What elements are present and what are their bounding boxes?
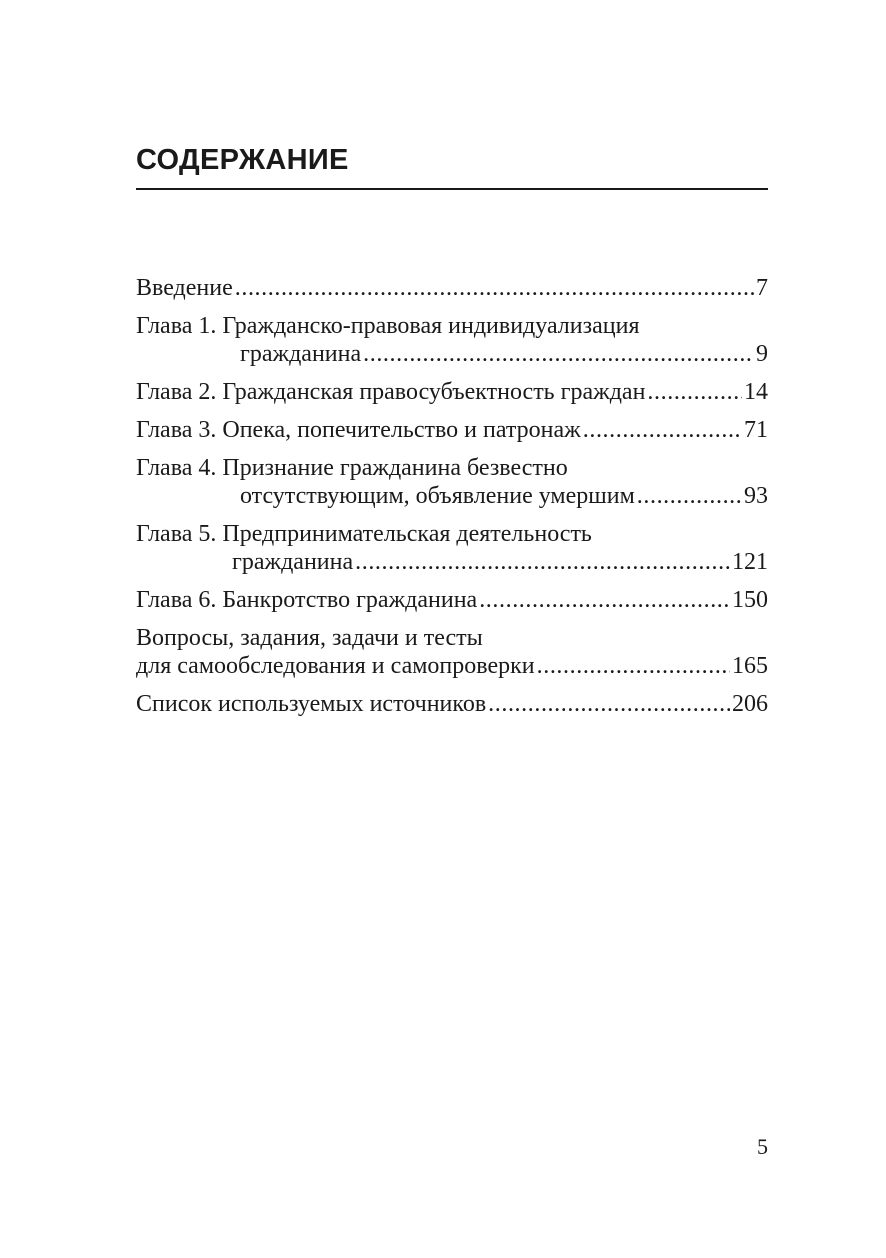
toc-entry-chapter-6[interactable] — [136, 586, 768, 614]
dot-leader — [479, 586, 730, 614]
toc-entry-chapter-5[interactable] — [136, 520, 768, 576]
toc-entry-introduction[interactable] — [136, 274, 768, 302]
toc-entry-title-continued: гражданина — [240, 341, 362, 367]
toc-page-number: 93 — [744, 483, 768, 509]
toc-entry-chapter-1[interactable] — [136, 312, 768, 368]
toc-page-number: 14 — [744, 379, 768, 405]
toc-page-number: 165 — [732, 653, 768, 679]
toc-page-number: 71 — [744, 417, 768, 443]
toc-entry-title: Глава 1. Гражданско-правовая индивидуализация — [136, 313, 640, 339]
toc-entry-title: Глава 4. Признание гражданина безвестно — [136, 455, 568, 481]
title-underline — [136, 188, 768, 190]
dot-leader — [647, 378, 742, 406]
toc-entry-title: Глава 2. Гражданская правосубъектность граждан — [136, 379, 646, 405]
toc-entry-questions[interactable] — [136, 624, 768, 680]
dot-leader — [637, 482, 742, 510]
toc-entry-title: Введение — [136, 275, 233, 301]
toc-entry-title: Глава 5. Предпринимательская деятельность — [136, 521, 592, 547]
toc-page-number: 7 — [756, 275, 768, 301]
page-number: 5 — [757, 1134, 768, 1159]
toc-entry-sources[interactable] — [136, 690, 768, 718]
dot-leader — [363, 340, 754, 368]
toc-entry-chapter-3[interactable] — [136, 416, 768, 444]
toc-entry-title: Вопросы, задания, задачи и тесты — [136, 625, 483, 651]
toc-entry-chapter-4[interactable] — [136, 454, 768, 510]
toc-entry-chapter-2[interactable] — [136, 378, 768, 406]
dot-leader — [537, 652, 730, 680]
toc-entry-title-continued: гражданина — [232, 549, 354, 575]
toc-entry-title: Глава 6. Банкротство гражданина — [136, 587, 478, 613]
toc-entry-title: Список используемых источников — [136, 691, 487, 717]
dot-leader — [235, 274, 754, 302]
dot-leader — [355, 548, 730, 576]
dot-leader — [583, 416, 742, 444]
table-of-contents — [136, 274, 768, 728]
toc-entry-title-continued: отсутствующим, объявление умершим — [240, 483, 635, 509]
dot-leader — [488, 690, 730, 718]
toc-entry-title-continued: для самообследования и самопроверки — [136, 653, 535, 679]
toc-page-number: 9 — [756, 341, 768, 367]
toc-entry-title: Глава 3. Опека, попечительство и патронаж — [136, 417, 581, 443]
page-title: СОДЕРЖАНИЕ — [136, 144, 349, 176]
toc-page-number: 206 — [732, 691, 768, 717]
toc-page-number: 121 — [732, 549, 768, 575]
toc-page-number: 150 — [732, 587, 768, 613]
